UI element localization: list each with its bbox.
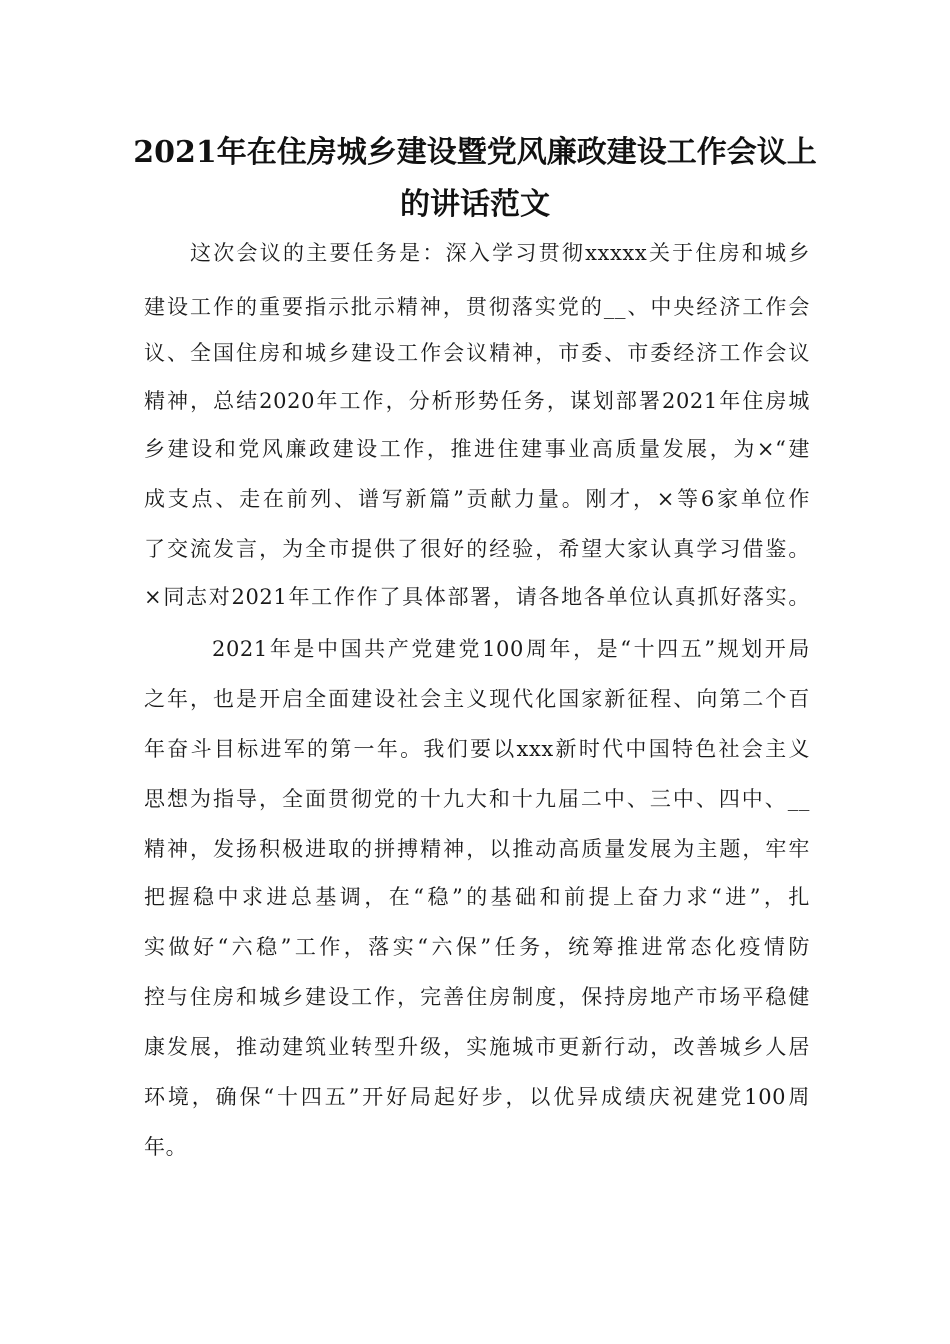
paragraph-line: 乡建设和党风廉政建设工作，推进住建事业高质量发展，为×“建 (144, 437, 810, 461)
paragraph-line: 2021年是中国共产党建党100周年，是“十四五”规划开局 (212, 637, 810, 661)
paragraph-line: 建设工作的重要指示批示精神，贯彻落实党的__、中央经济工作会 (144, 295, 810, 319)
paragraph-line: 这次会议的主要任务是：深入学习贯彻xxxxx关于住房和城乡 (190, 241, 810, 265)
paragraph-line: 康发展，推动建筑业转型升级，实施城市更新行动，改善城乡人居 (144, 1035, 810, 1059)
paragraph-line: 思想为指导，全面贯彻党的十九大和十九届二中、三中、四中、__ (144, 787, 810, 811)
paragraph-line: 年奋斗目标进军的第一年。我们要以xxx新时代中国特色社会主义 (144, 737, 810, 761)
paragraph-line: 环境，确保“十四五”开好局起好步，以优异成绩庆祝建党100周 (144, 1085, 810, 1109)
paragraph-line: 年。 (144, 1135, 188, 1159)
paragraph-line: 了交流发言，为全市提供了很好的经验，希望大家认真学习借鉴。 (144, 537, 810, 561)
document-title-line-1: 2021年在住房城乡建设暨党风廉政建设工作会议上 (133, 135, 817, 170)
paragraph-line: 议、全国住房和城乡建设工作会议精神，市委、市委经济工作会议 (144, 341, 810, 365)
document-title-line-2: 的讲话范文 (400, 187, 550, 222)
paragraph-line: 控与住房和城乡建设工作，完善住房制度，保持房地产市场平稳健 (144, 985, 810, 1009)
paragraph-line: 成支点、走在前列、谱写新篇”贡献力量。刚才，×等6家单位作 (144, 487, 810, 511)
paragraph-line: 之年，也是开启全面建设社会主义现代化国家新征程、向第二个百 (144, 687, 810, 711)
paragraph-line: 实做好“六稳”工作，落实“六保”任务，统筹推进常态化疫情防 (144, 935, 810, 959)
paragraph-line: ×同志对2021年工作作了具体部署，请各地各单位认真抓好落实。 (144, 585, 810, 609)
paragraph-line: 把握稳中求进总基调，在“稳”的基础和前提上奋力求“进”，扎 (144, 885, 810, 909)
paragraph-line: 精神，总结2020年工作，分析形势任务，谋划部署2021年住房城 (144, 389, 810, 413)
paragraph-line: 精神，发扬积极进取的拼搏精神，以推动高质量发展为主题，牢牢 (144, 837, 810, 861)
